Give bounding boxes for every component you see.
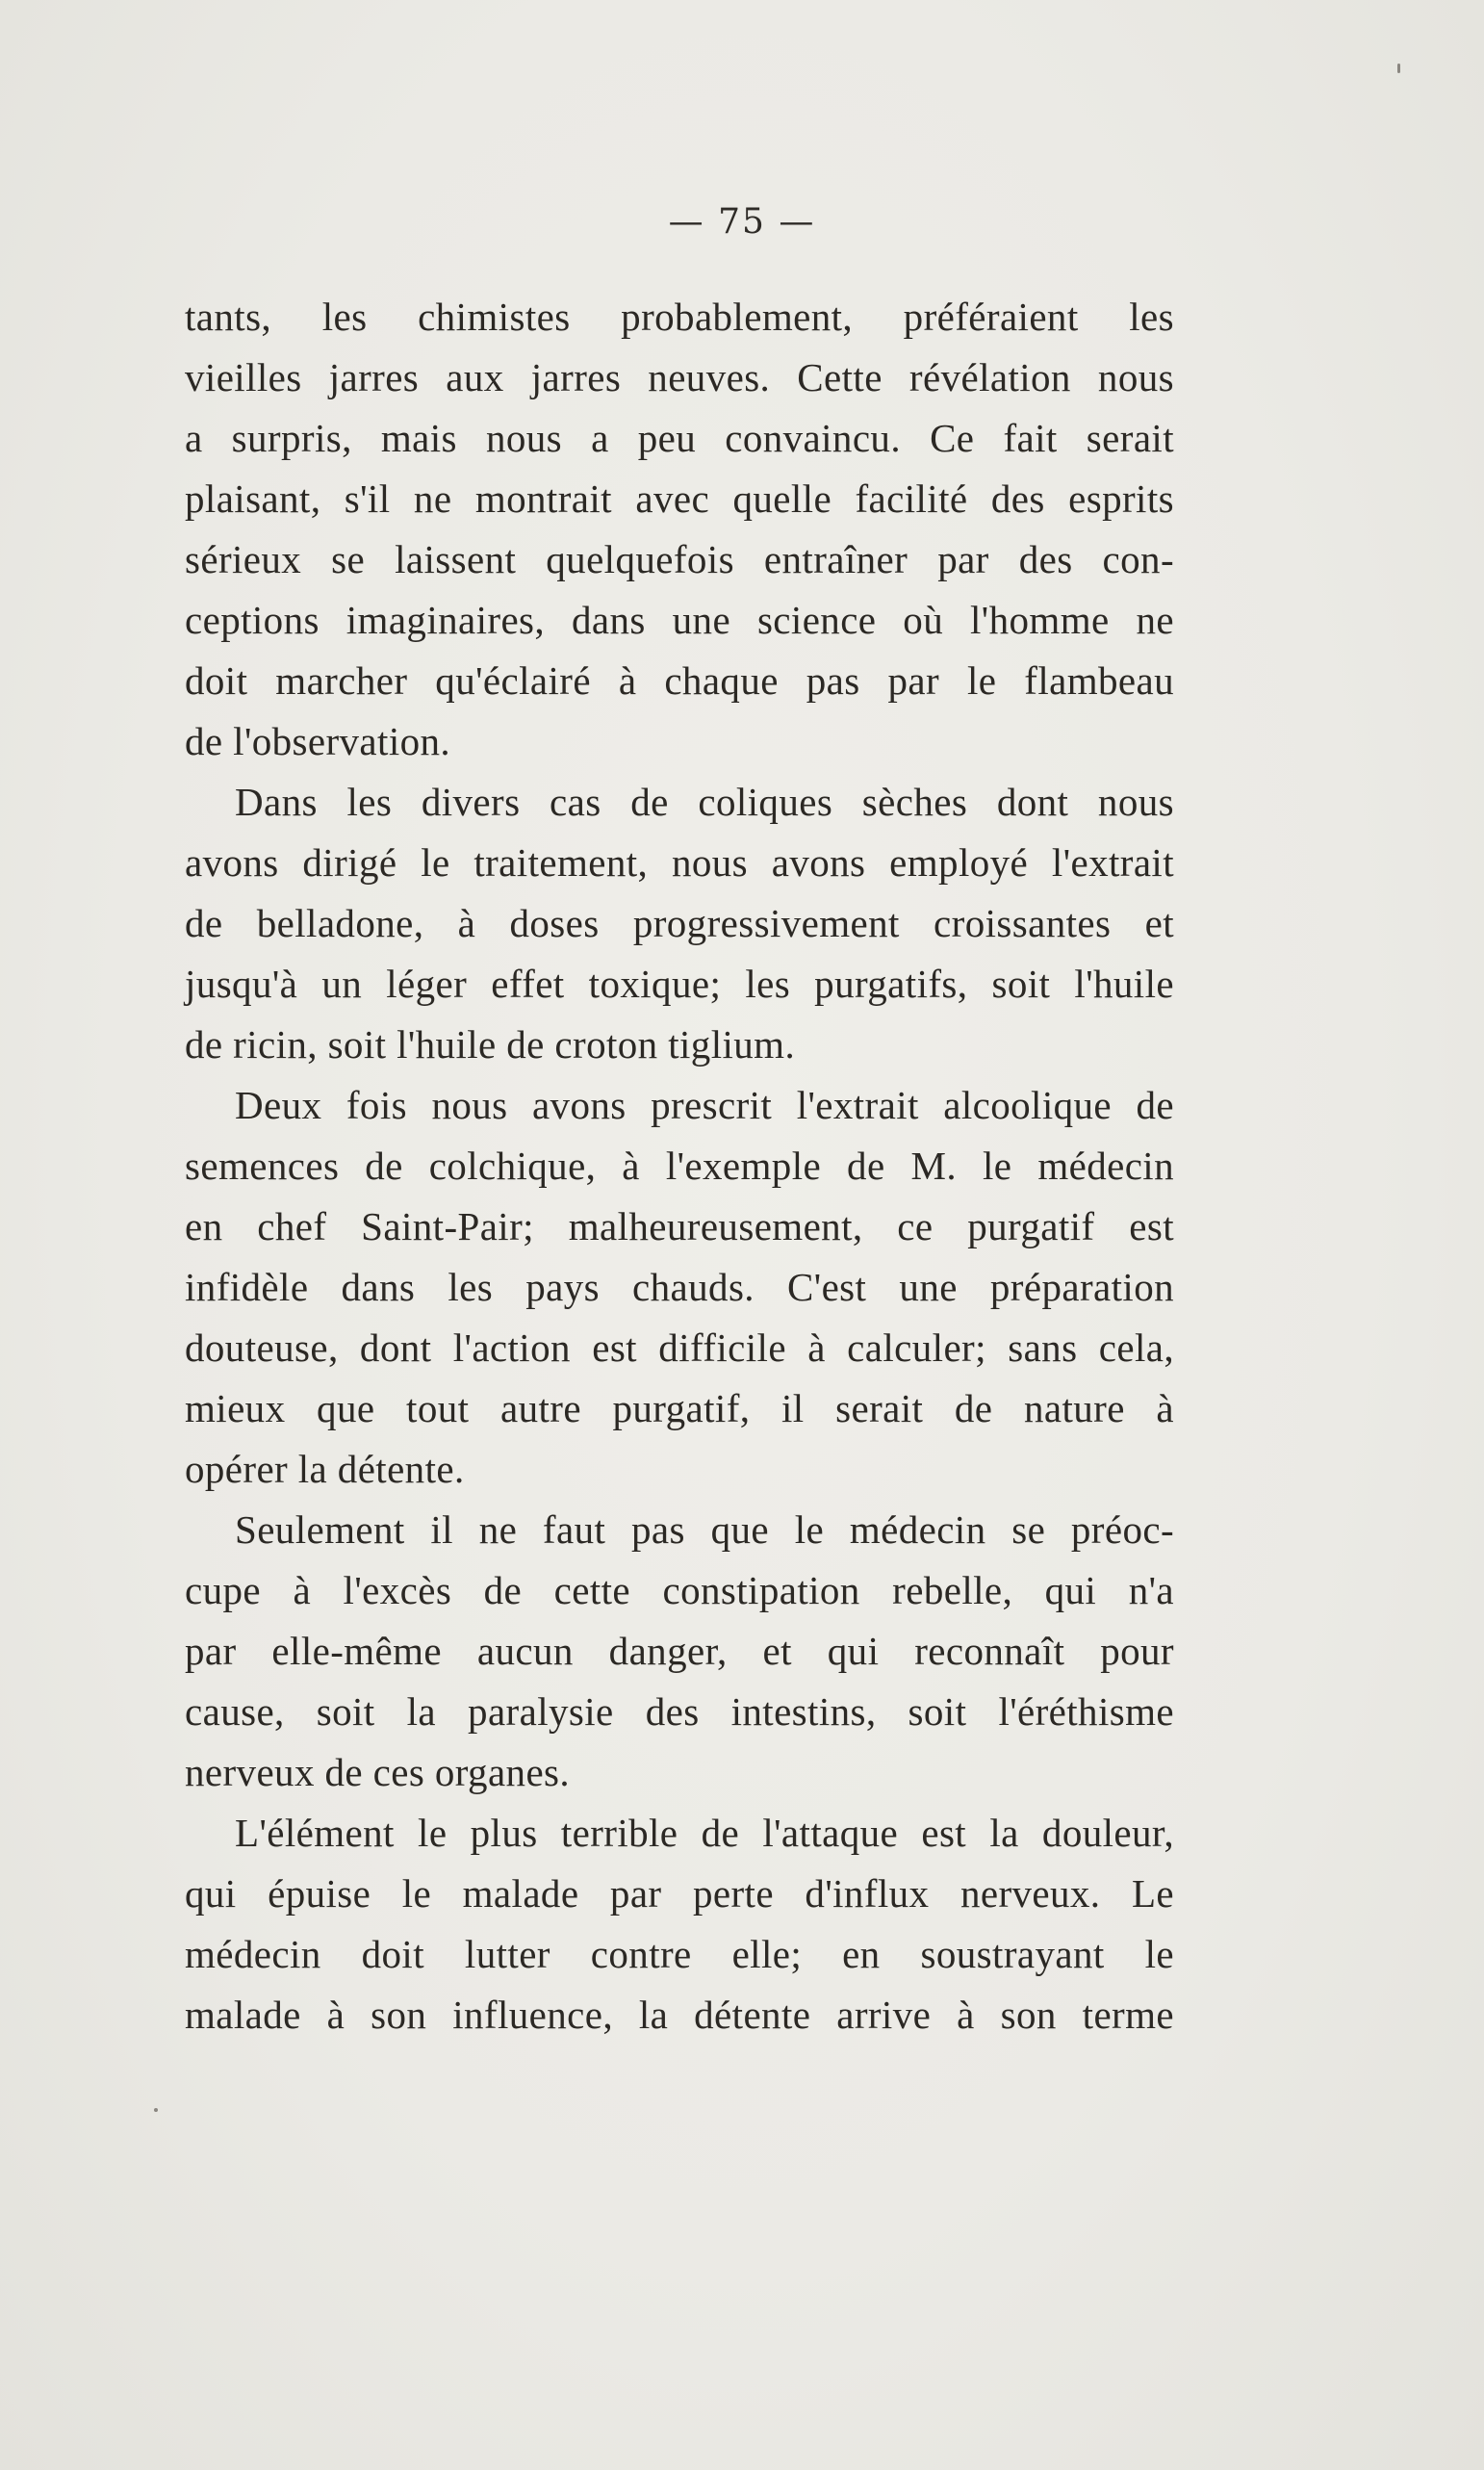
paper-speck (154, 2108, 158, 2112)
text-line: infidèle dans les pays chauds. C'est une préparation (185, 1265, 1174, 1309)
text-line: par elle-même aucun danger, et qui reconnaît pour (185, 1629, 1174, 1673)
text-line: a surpris, mais nous a peu convaincu. Ce fait serait (185, 416, 1174, 460)
text-line: Dans les divers cas de coliques sèches dont nous (235, 780, 1174, 824)
text-line: avons dirigé le traitement, nous avons employé l'extrait (185, 840, 1174, 885)
text-line: semences de colchique, à l'exemple de M. le médecin (185, 1144, 1174, 1188)
text-line: ceptions imaginaires, dans une science où l'homme ne (185, 598, 1174, 642)
text-line: malade à son influence, la détente arrive à son terme (185, 1993, 1174, 2037)
text-line: tants, les chimistes probablement, préféraient les (185, 295, 1174, 339)
text-line: nerveux de ces organes. (185, 1750, 571, 1794)
text-line: cupe à l'excès de cette constipation rebelle, qui n'a (185, 1568, 1174, 1612)
text-line: Seulement il ne faut pas que le médecin se préoc- (235, 1507, 1174, 1552)
text-line: de l'observation. (185, 719, 451, 763)
text-line: jusqu'à un léger effet toxique; les purgatifs, soit l'huile (185, 962, 1174, 1006)
text-line: sérieux se laissent quelquefois entraîner par des con- (185, 537, 1174, 581)
text-line: Deux fois nous avons prescrit l'extrait alcoolique de (235, 1083, 1174, 1127)
text-line: L'élément le plus terrible de l'attaque est la douleur, (235, 1811, 1174, 1855)
text-line: médecin doit lutter contre elle; en soustrayant le (185, 1932, 1174, 1976)
text-line: vieilles jarres aux jarres neuves. Cette révélation nous (185, 355, 1174, 399)
text-line: doit marcher qu'éclairé à chaque pas par le flambeau (185, 658, 1174, 703)
text-line: de belladone, à doses progressivement croissantes et (185, 901, 1174, 945)
text-line: qui épuise le malade par perte d'influx nerveux. Le (185, 1871, 1174, 1916)
text-line: opérer la détente. (185, 1447, 465, 1491)
paper-speck (1397, 64, 1400, 73)
text-line: en chef Saint-Pair; malheureusement, ce purgatif est (185, 1204, 1174, 1248)
text-line: plaisant, s'il ne montrait avec quelle facilité des esprits (185, 476, 1174, 521)
body-text (185, 287, 1174, 2045)
text-line: mieux que tout autre purgatif, il serait de nature à (185, 1386, 1174, 1430)
page-number: — 75 — (668, 202, 816, 242)
text-line: cause, soit la paralysie des intestins, soit l'éréthisme (185, 1689, 1174, 1734)
text-line: de ricin, soit l'huile de croton tiglium. (185, 1022, 796, 1067)
text-line: douteuse, dont l'action est difficile à calculer; sans cela, (185, 1325, 1174, 1370)
